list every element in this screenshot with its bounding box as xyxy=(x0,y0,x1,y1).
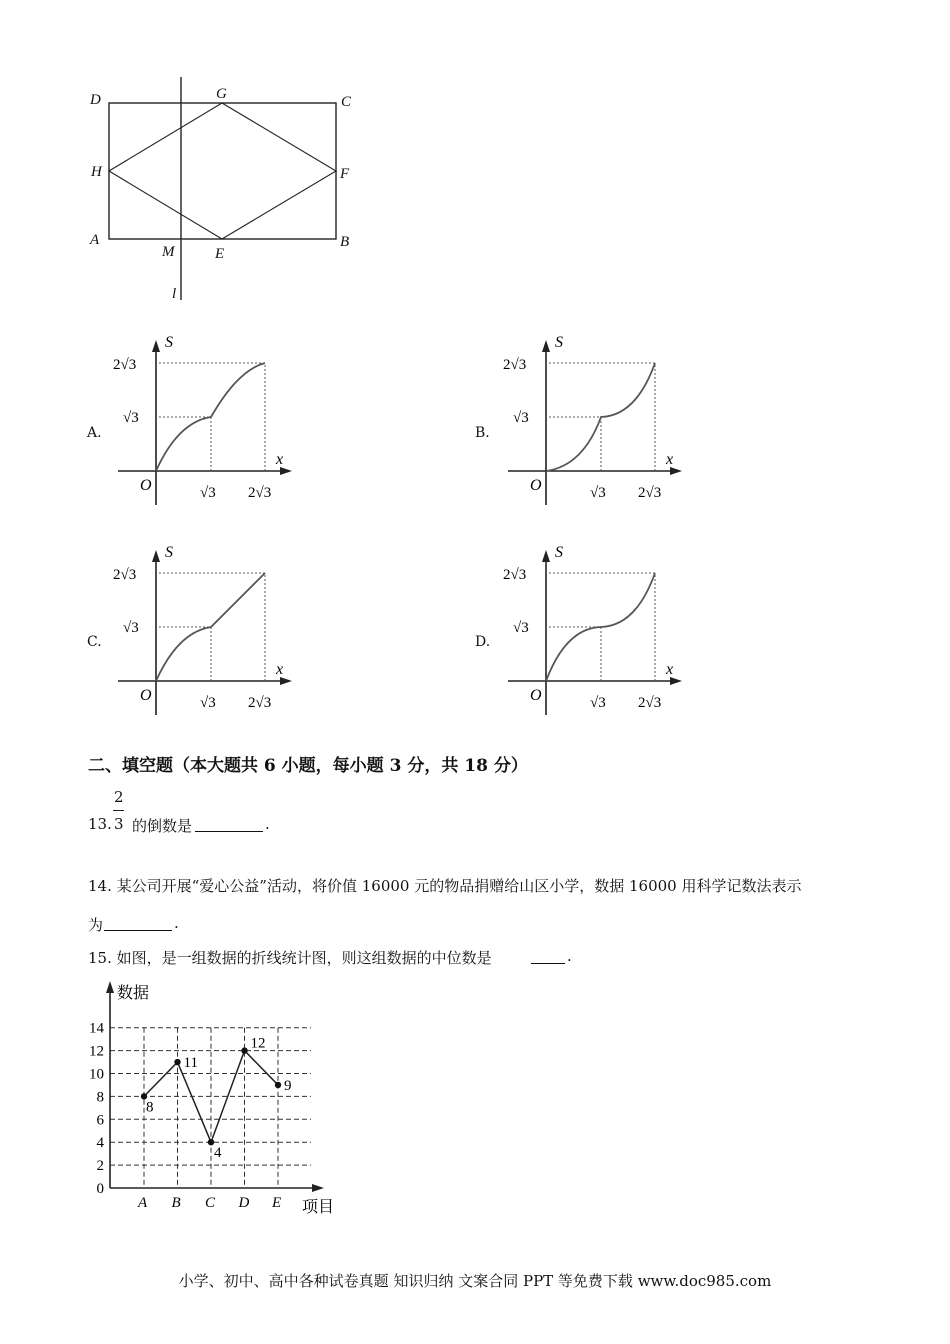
footer-text: 小学、初中、高中各种试卷真题 知识归纳 文案合同 PPT 等免费下载 www.doc985.com xyxy=(178,1272,772,1290)
q14-line2 xyxy=(88,914,288,936)
q15-answer-blank[interactable] xyxy=(531,949,565,964)
x-axis-label: x xyxy=(276,661,284,678)
y-axis-title: 数据 xyxy=(117,985,150,1002)
question-13 xyxy=(88,788,348,838)
y-tick-sqrt3: √3 xyxy=(513,410,529,426)
fraction-numerator: 2 xyxy=(114,788,124,806)
fraction-bar xyxy=(113,810,124,811)
x-tick-label: C xyxy=(205,1195,216,1211)
data-point xyxy=(174,1059,180,1065)
q13-number: 13. xyxy=(88,815,112,833)
y-tick-label: 4 xyxy=(96,1135,104,1152)
y-tick-label: 12 xyxy=(89,1043,104,1060)
origin-label: O xyxy=(140,477,152,494)
option-b-label: B. xyxy=(475,425,490,441)
data-point xyxy=(241,1047,247,1053)
origin-label: O xyxy=(530,477,542,494)
x-tick-sqrt3: √3 xyxy=(590,485,606,501)
x-axis-label: x xyxy=(666,451,674,468)
q13-text: 的倒数是 xyxy=(132,817,193,835)
q14-answer-blank[interactable] xyxy=(104,916,172,931)
y-tick-sqrt3: √3 xyxy=(513,620,529,636)
x-tick-2sqrt3: 2√3 xyxy=(248,485,272,501)
fraction-denominator: 3 xyxy=(114,815,124,833)
y-axis-label: S xyxy=(555,544,563,561)
q13-answer-blank[interactable] xyxy=(195,817,263,832)
x-tick-sqrt3: √3 xyxy=(200,485,216,501)
x-tick-sqrt3: √3 xyxy=(590,695,606,711)
y-axis-label: S xyxy=(165,334,173,351)
y-axis-arrow xyxy=(106,981,114,993)
option-d-label: D. xyxy=(475,634,491,650)
option-b-graph xyxy=(498,330,688,510)
x-tick-sqrt3: √3 xyxy=(200,695,216,711)
vertex-label-g: G xyxy=(216,86,227,102)
x-tick-2sqrt3: 2√3 xyxy=(638,485,662,501)
vertex-label-a: A xyxy=(90,232,100,248)
vertex-label-e: E xyxy=(215,246,225,262)
data-label: 4 xyxy=(214,1145,222,1162)
y-tick-label: 2 xyxy=(96,1158,104,1175)
y-tick-label: 0 xyxy=(96,1181,104,1197)
origin-label: O xyxy=(140,687,152,704)
rectangle-figure xyxy=(80,72,380,312)
data-label: 11 xyxy=(183,1055,198,1072)
vertex-label-d: D xyxy=(90,92,101,108)
line-label-l: l xyxy=(172,286,177,302)
y-tick-sqrt3: √3 xyxy=(123,620,139,636)
vertex-label-b: B xyxy=(340,234,350,250)
vertex-label-c: C xyxy=(341,94,352,110)
q15-text: 15. 如图，是一组数据的折线统计图，则这组数据的中位数是 xyxy=(88,949,492,967)
y-tick-label: 6 xyxy=(96,1112,104,1129)
q15-end: . xyxy=(567,947,572,965)
x-tick-label: A xyxy=(138,1195,148,1211)
q14-end: . xyxy=(174,914,179,932)
option-a-label: A. xyxy=(87,425,102,441)
point-label-m: M xyxy=(162,244,175,260)
q14-line1: 14. 某公司开展“爱心公益”活动，将价值 16000 元的物品捐赠给山区小学，数据 16000 用科学记数法表示 xyxy=(88,877,802,895)
y-tick-2sqrt3: 2√3 xyxy=(113,357,137,373)
x-tick-label: E xyxy=(272,1195,282,1211)
y-tick-sqrt3: √3 xyxy=(123,410,139,426)
y-axis-label: S xyxy=(165,544,173,561)
q13-end: . xyxy=(265,815,270,833)
x-axis-label: x xyxy=(666,661,674,678)
data-label: 12 xyxy=(250,1035,266,1052)
x-axis-title: 项目 xyxy=(302,1199,335,1216)
section-title: 二、填空题（本大题共 6 小题，每小题 3 分，共 18 分） xyxy=(88,756,528,776)
data-point xyxy=(275,1082,281,1088)
vertex-label-f: F xyxy=(340,166,350,182)
y-tick-2sqrt3: 2√3 xyxy=(113,567,137,583)
x-tick-2sqrt3: 2√3 xyxy=(638,695,662,711)
data-label: 9 xyxy=(284,1077,292,1094)
line-chart xyxy=(80,975,360,1220)
question-15 xyxy=(88,947,608,969)
y-tick-label: 14 xyxy=(89,1020,104,1037)
option-d-graph xyxy=(498,540,688,720)
option-a-graph xyxy=(108,330,298,510)
x-tick-label: D xyxy=(238,1195,250,1211)
option-c-label: C. xyxy=(87,634,102,650)
x-axis-arrow xyxy=(312,1184,324,1192)
x-axis-label: x xyxy=(276,451,284,468)
y-tick-label: 10 xyxy=(89,1066,104,1083)
vertex-label-h: H xyxy=(91,164,102,180)
q14-line2-start: 为 xyxy=(88,916,104,934)
y-tick-label: 8 xyxy=(96,1089,104,1106)
option-c-graph xyxy=(108,540,298,720)
x-tick-label: B xyxy=(171,1195,181,1211)
y-tick-2sqrt3: 2√3 xyxy=(503,357,527,373)
data-label: 8 xyxy=(146,1099,154,1116)
y-tick-2sqrt3: 2√3 xyxy=(503,567,527,583)
y-axis-label: S xyxy=(555,334,563,351)
origin-label: O xyxy=(530,687,542,704)
x-tick-2sqrt3: 2√3 xyxy=(248,695,272,711)
